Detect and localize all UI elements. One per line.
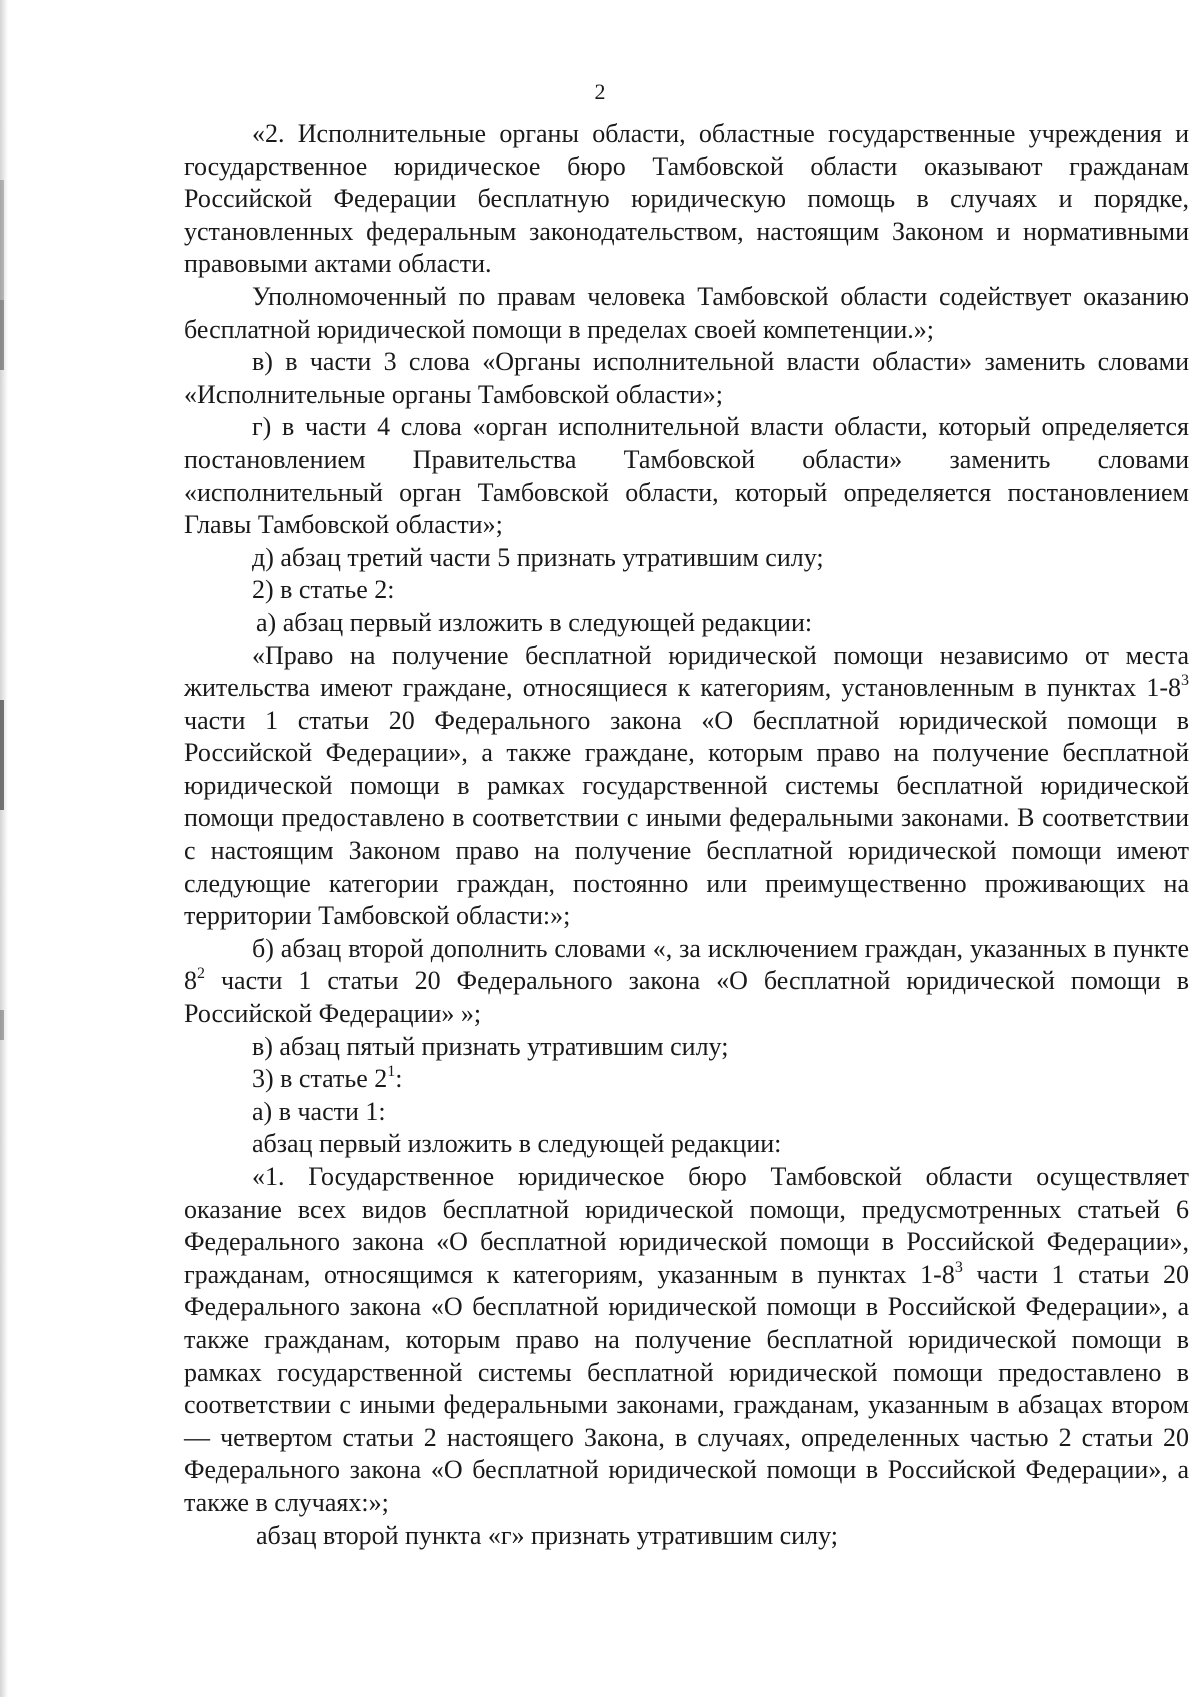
paragraph xyxy=(184,933,1189,1031)
superscript: 2 xyxy=(197,965,205,983)
document-body xyxy=(184,118,1189,1552)
paragraph: 2) в статье 2: xyxy=(252,575,395,605)
superscript: 3 xyxy=(1181,672,1189,690)
paragraph-text: : xyxy=(395,1064,403,1094)
paragraph-text: б) абзац второй дополнить словами «, за исключением граждан, указанных в пункте 8 xyxy=(184,933,1189,996)
paragraph: в) абзац пятый признать утратившим силу; xyxy=(252,1031,729,1061)
scan-artifact xyxy=(0,1010,4,1040)
page-number: 2 xyxy=(594,79,606,104)
paragraph: а) в части 1: xyxy=(252,1096,386,1126)
superscript: 1 xyxy=(387,1063,396,1081)
paragraph xyxy=(184,1063,1189,1096)
paragraph: в) в части 3 слова «Органы исполнительной власти области» заменить словами «Исполнительные органы Тамбовской области»; xyxy=(184,347,1189,409)
paragraph-text: «Право на получение бесплатной юридической помощи независимо от места жительства имеют граждане, относящиеся к категориям, установленным в пунктах 1-8 xyxy=(184,640,1189,703)
paragraph-text: части 1 статьи 20 Федерального закона «О бесплатной юридической помощи в Российской Федерации», а также гражданам, которым право на получение бесплатной юридической помощи в рамках государственной системы бесплатной юридической помощи предоставлено в соответствии с иными федеральными законами, гражданам, указанным в абзацах втором — четвертом статьи 2 настоящего Закона, в случаях, определенных частью 2 статьи 20 Федерального закона «О бесплатной юридической помощи в Российской Федерации», а также в случаях:»; xyxy=(184,1259,1190,1517)
paragraph: абзац второй пункта «г» признать утратившим силу; xyxy=(256,1520,838,1550)
paragraph: абзац первый изложить в следующей редакции: xyxy=(252,1129,782,1159)
scan-artifact xyxy=(0,300,4,370)
paragraph-text: части 1 статьи 20 Федерального закона «О бесплатной юридической помощи в Российской Федерации» »; xyxy=(184,966,1189,1029)
paragraph xyxy=(184,1161,1189,1520)
scan-artifact xyxy=(0,700,4,810)
paragraph: д) абзац третий части 5 признать утратившим силу; xyxy=(252,542,824,572)
paragraph-text: 3) в статье 2 xyxy=(252,1064,388,1094)
paragraph: Уполномоченный по правам человека Тамбовской области содействует оказанию бесплатной юридической помощи в пределах своей компетенции.»; xyxy=(184,281,1189,344)
paragraph: «2. Исполнительные органы области, областные государственные учреждения и государственное юридическое бюро Тамбовской области оказывают гражданам Российской Федерации бесплатную юридическую помощь в случаях и порядке, установленных федеральным законодательством, настоящим Законом и нормативными правовыми актами области. xyxy=(184,119,1189,279)
paragraph-text: части 1 статьи 20 Федерального закона «О бесплатной юридической помощи в Российской Федерации», а также граждане, которым право на получение бесплатной юридической помощи в рамках государственной системы бесплатной юридической помощи предоставлено в соответствии с иными федеральными законами. В соответствии с настоящим Законом право на получение бесплатной юридической помощи имеют следующие категории граждан, постоянно или преимущественно проживающих на территории Тамбовской области:»; xyxy=(184,705,1189,931)
superscript: 3 xyxy=(954,1258,963,1276)
paragraph: а) абзац первый изложить в следующей редакции: xyxy=(256,607,813,637)
paragraph: г) в части 4 слова «орган исполнительной власти области, который определяется постановлением Правительства Тамбовской области» заменить словами «исполнительный орган Тамбовской области, который определяется постановлением Главы Тамбовской области»; xyxy=(184,412,1189,540)
paragraph-text: «1. Государственное юридическое бюро Тамбовской области осуществляет оказание всех видов бесплатной юридической помощи, предусмотренных статьей 6 Федерального закона «О бесплатной юридической помощи в Российской Федерации», гражданам, относящимся к категориям, указанным в пунктах 1-8 xyxy=(184,1162,1189,1289)
paragraph xyxy=(184,640,1189,933)
scan-artifact xyxy=(0,180,4,300)
